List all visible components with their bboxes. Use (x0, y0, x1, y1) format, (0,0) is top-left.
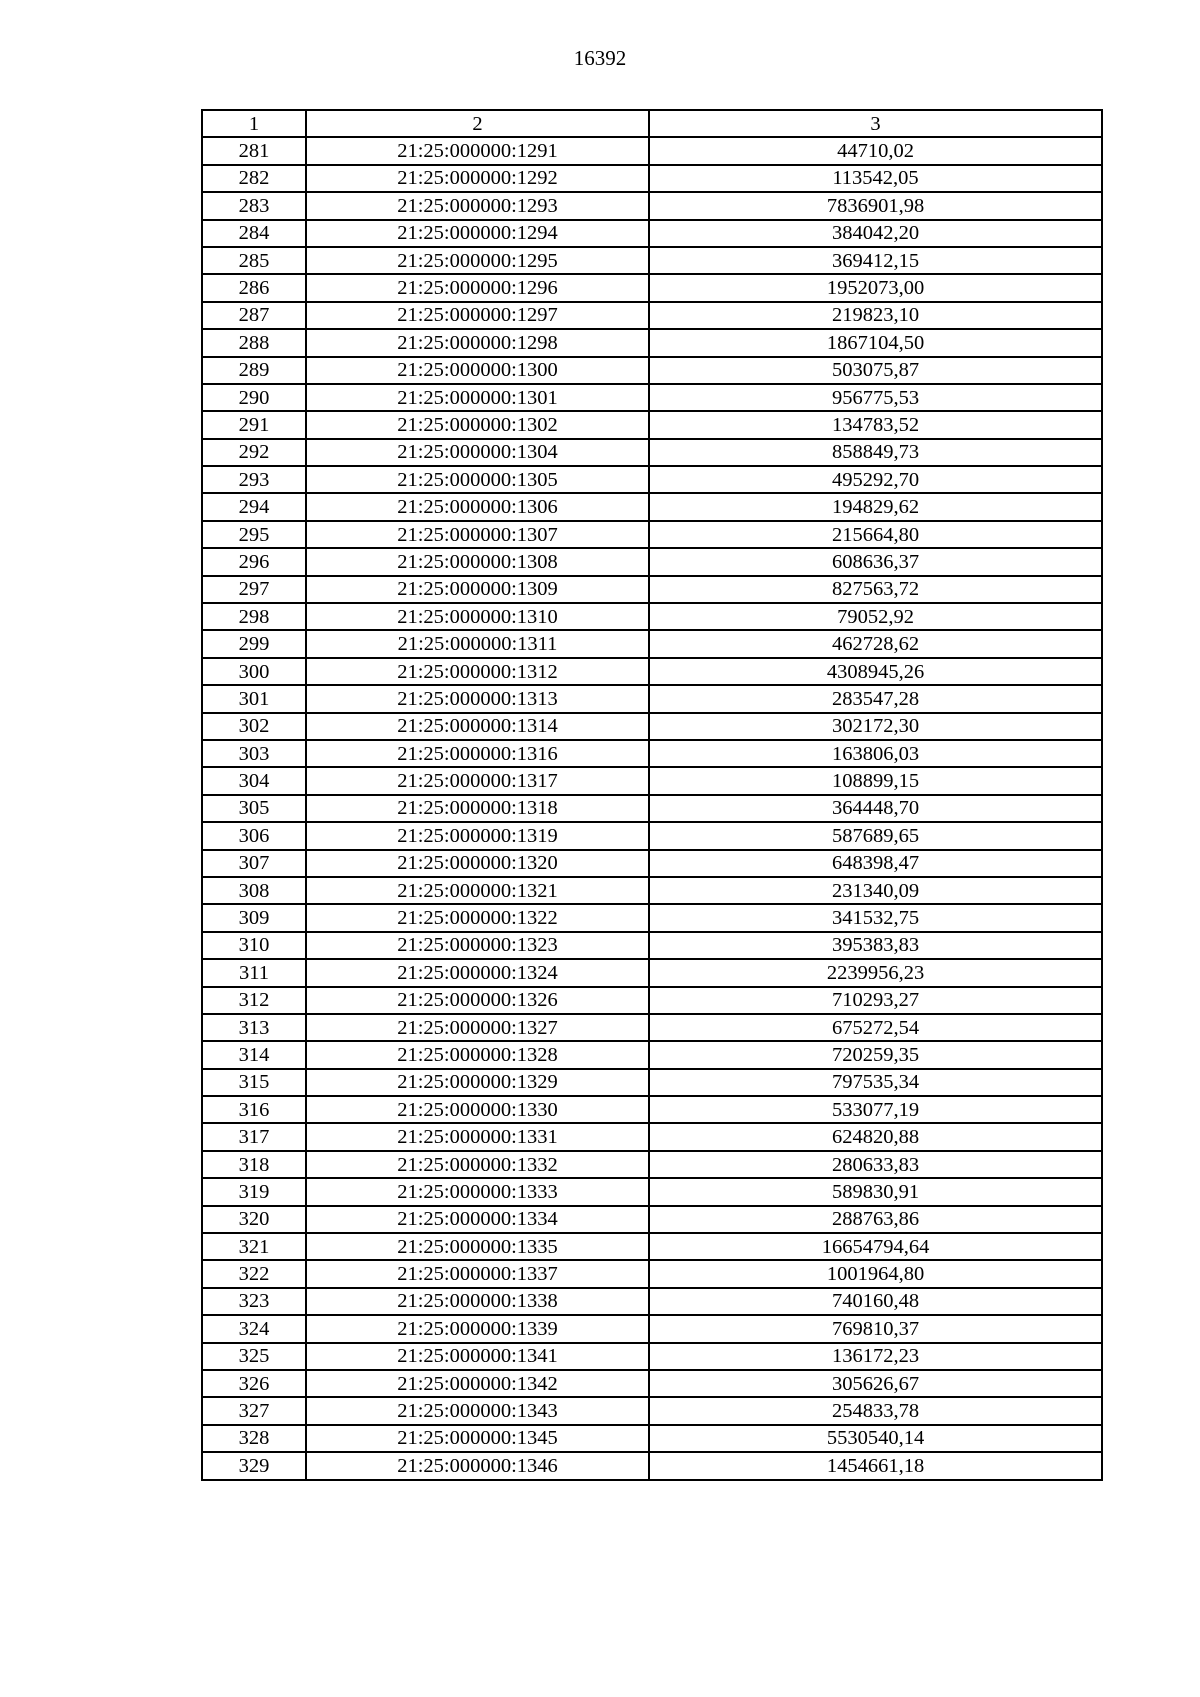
cadastral-number-cell: 21:25:000000:1343 (306, 1397, 649, 1424)
table-row (202, 192, 1102, 219)
value-cell: 369412,15 (649, 247, 1102, 274)
row-number-cell: 282 (202, 165, 306, 192)
row-number-cell: 313 (202, 1014, 306, 1041)
value-cell: 1454661,18 (649, 1452, 1102, 1479)
table-row (202, 904, 1102, 931)
cadastral-number-cell: 21:25:000000:1346 (306, 1452, 649, 1479)
value-cell: 113542,05 (649, 165, 1102, 192)
row-number-cell: 315 (202, 1069, 306, 1096)
value-cell: 587689,65 (649, 822, 1102, 849)
row-number-cell: 307 (202, 850, 306, 877)
value-cell: 341532,75 (649, 904, 1102, 931)
row-number-cell: 284 (202, 220, 306, 247)
cadastral-number-cell: 21:25:000000:1320 (306, 850, 649, 877)
table-row (202, 658, 1102, 685)
cadastral-number-cell: 21:25:000000:1326 (306, 987, 649, 1014)
row-number-cell: 305 (202, 795, 306, 822)
value-cell: 219823,10 (649, 302, 1102, 329)
cadastral-number-cell: 21:25:000000:1318 (306, 795, 649, 822)
cadastral-number-cell: 21:25:000000:1310 (306, 603, 649, 630)
table-row (202, 329, 1102, 356)
cadastral-number-cell: 21:25:000000:1337 (306, 1260, 649, 1287)
row-number-cell: 290 (202, 384, 306, 411)
row-number-cell: 314 (202, 1041, 306, 1068)
value-cell: 589830,91 (649, 1178, 1102, 1205)
value-cell: 4308945,26 (649, 658, 1102, 685)
table-row (202, 1206, 1102, 1233)
table-row (202, 822, 1102, 849)
value-cell: 136172,23 (649, 1343, 1102, 1370)
row-number-cell: 292 (202, 439, 306, 466)
table-row (202, 1315, 1102, 1342)
cadastral-number-cell: 21:25:000000:1317 (306, 767, 649, 794)
value-cell: 44710,02 (649, 137, 1102, 164)
cadastral-number-cell: 21:25:000000:1333 (306, 1178, 649, 1205)
cadastral-number-cell: 21:25:000000:1304 (306, 439, 649, 466)
value-cell: 740160,48 (649, 1288, 1102, 1315)
row-number-cell: 317 (202, 1123, 306, 1150)
value-cell: 769810,37 (649, 1315, 1102, 1342)
table-row (202, 439, 1102, 466)
cadastral-number-cell: 21:25:000000:1291 (306, 137, 649, 164)
value-cell: 134783,52 (649, 411, 1102, 438)
cadastral-number-cell: 21:25:000000:1306 (306, 493, 649, 520)
cadastral-number-cell: 21:25:000000:1341 (306, 1343, 649, 1370)
value-cell: 384042,20 (649, 220, 1102, 247)
column-header-1: 1 (202, 110, 306, 137)
cadastral-number-cell: 21:25:000000:1328 (306, 1041, 649, 1068)
cadastral-number-cell: 21:25:000000:1342 (306, 1370, 649, 1397)
value-cell: 395383,83 (649, 932, 1102, 959)
table-row (202, 932, 1102, 959)
table-row (202, 1260, 1102, 1287)
row-number-cell: 289 (202, 357, 306, 384)
cadastral-number-cell: 21:25:000000:1332 (306, 1151, 649, 1178)
table-row (202, 1397, 1102, 1424)
cadastral-number-cell: 21:25:000000:1327 (306, 1014, 649, 1041)
row-number-cell: 323 (202, 1288, 306, 1315)
table-row (202, 1096, 1102, 1123)
table-row (202, 384, 1102, 411)
row-number-cell: 316 (202, 1096, 306, 1123)
row-number-cell: 318 (202, 1151, 306, 1178)
row-number-cell: 301 (202, 685, 306, 712)
value-cell: 495292,70 (649, 466, 1102, 493)
table-row (202, 1233, 1102, 1260)
value-cell: 624820,88 (649, 1123, 1102, 1150)
row-number-cell: 320 (202, 1206, 306, 1233)
cadastral-number-cell: 21:25:000000:1295 (306, 247, 649, 274)
value-cell: 675272,54 (649, 1014, 1102, 1041)
value-cell: 648398,47 (649, 850, 1102, 877)
row-number-cell: 324 (202, 1315, 306, 1342)
cadastral-number-cell: 21:25:000000:1311 (306, 630, 649, 657)
table-row (202, 411, 1102, 438)
row-number-cell: 327 (202, 1397, 306, 1424)
row-number-cell: 322 (202, 1260, 306, 1287)
cadastral-number-cell: 21:25:000000:1307 (306, 521, 649, 548)
row-number-cell: 298 (202, 603, 306, 630)
table-row (202, 1343, 1102, 1370)
cadastral-number-cell: 21:25:000000:1330 (306, 1096, 649, 1123)
value-cell: 1952073,00 (649, 274, 1102, 301)
table-row (202, 1041, 1102, 1068)
row-number-cell: 283 (202, 192, 306, 219)
table-row (202, 466, 1102, 493)
cadastral-number-cell: 21:25:000000:1335 (306, 1233, 649, 1260)
value-cell: 608636,37 (649, 548, 1102, 575)
value-cell: 254833,78 (649, 1397, 1102, 1424)
table-row (202, 1288, 1102, 1315)
cadastral-number-cell: 21:25:000000:1334 (306, 1206, 649, 1233)
row-number-cell: 328 (202, 1425, 306, 1452)
cadastral-number-cell: 21:25:000000:1294 (306, 220, 649, 247)
table-header-row (202, 110, 1102, 137)
value-cell: 231340,09 (649, 877, 1102, 904)
row-number-cell: 302 (202, 713, 306, 740)
row-number-cell: 288 (202, 329, 306, 356)
cadastral-number-cell: 21:25:000000:1322 (306, 904, 649, 931)
table-row (202, 1123, 1102, 1150)
cadastral-number-cell: 21:25:000000:1313 (306, 685, 649, 712)
table-row (202, 740, 1102, 767)
row-number-cell: 321 (202, 1233, 306, 1260)
row-number-cell: 309 (202, 904, 306, 931)
value-cell: 288763,86 (649, 1206, 1102, 1233)
table-row (202, 685, 1102, 712)
column-header-2: 2 (306, 110, 649, 137)
cadastral-number-cell: 21:25:000000:1298 (306, 329, 649, 356)
table-row (202, 165, 1102, 192)
cadastral-number-cell: 21:25:000000:1300 (306, 357, 649, 384)
value-cell: 108899,15 (649, 767, 1102, 794)
cadastral-number-cell: 21:25:000000:1316 (306, 740, 649, 767)
cadastral-number-cell: 21:25:000000:1305 (306, 466, 649, 493)
row-number-cell: 308 (202, 877, 306, 904)
table-row (202, 987, 1102, 1014)
cadastral-number-cell: 21:25:000000:1339 (306, 1315, 649, 1342)
value-cell: 1001964,80 (649, 1260, 1102, 1287)
table-row (202, 1452, 1102, 1479)
cadastral-number-cell: 21:25:000000:1297 (306, 302, 649, 329)
table-row (202, 1178, 1102, 1205)
cadastral-number-cell: 21:25:000000:1338 (306, 1288, 649, 1315)
table-row (202, 548, 1102, 575)
value-cell: 364448,70 (649, 795, 1102, 822)
data-table (201, 109, 1103, 1481)
cadastral-number-cell: 21:25:000000:1345 (306, 1425, 649, 1452)
cadastral-number-cell: 21:25:000000:1319 (306, 822, 649, 849)
cadastral-number-cell: 21:25:000000:1301 (306, 384, 649, 411)
value-cell: 163806,03 (649, 740, 1102, 767)
cadastral-number-cell: 21:25:000000:1321 (306, 877, 649, 904)
value-cell: 2239956,23 (649, 959, 1102, 986)
value-cell: 1867104,50 (649, 329, 1102, 356)
cadastral-number-cell: 21:25:000000:1292 (306, 165, 649, 192)
cadastral-number-cell: 21:25:000000:1312 (306, 658, 649, 685)
value-cell: 827563,72 (649, 576, 1102, 603)
value-cell: 16654794,64 (649, 1233, 1102, 1260)
row-number-cell: 326 (202, 1370, 306, 1397)
table-row (202, 576, 1102, 603)
value-cell: 194829,62 (649, 493, 1102, 520)
table-row (202, 630, 1102, 657)
row-number-cell: 325 (202, 1343, 306, 1370)
table-row (202, 137, 1102, 164)
row-number-cell: 304 (202, 767, 306, 794)
row-number-cell: 306 (202, 822, 306, 849)
table-row (202, 302, 1102, 329)
table-row (202, 1151, 1102, 1178)
value-cell: 5530540,14 (649, 1425, 1102, 1452)
cadastral-number-cell: 21:25:000000:1308 (306, 548, 649, 575)
row-number-cell: 319 (202, 1178, 306, 1205)
row-number-cell: 285 (202, 247, 306, 274)
table-row (202, 850, 1102, 877)
row-number-cell: 300 (202, 658, 306, 685)
table-row (202, 521, 1102, 548)
table-row (202, 603, 1102, 630)
cadastral-number-cell: 21:25:000000:1309 (306, 576, 649, 603)
value-cell: 7836901,98 (649, 192, 1102, 219)
row-number-cell: 299 (202, 630, 306, 657)
cadastral-number-cell: 21:25:000000:1329 (306, 1069, 649, 1096)
cadastral-number-cell: 21:25:000000:1324 (306, 959, 649, 986)
table-row (202, 493, 1102, 520)
cadastral-number-cell: 21:25:000000:1314 (306, 713, 649, 740)
row-number-cell: 286 (202, 274, 306, 301)
table-row (202, 959, 1102, 986)
cadastral-number-cell: 21:25:000000:1296 (306, 274, 649, 301)
table-row (202, 767, 1102, 794)
cadastral-number-cell: 21:25:000000:1293 (306, 192, 649, 219)
cadastral-number-cell: 21:25:000000:1302 (306, 411, 649, 438)
row-number-cell: 295 (202, 521, 306, 548)
cadastral-number-cell: 21:25:000000:1331 (306, 1123, 649, 1150)
table-row (202, 877, 1102, 904)
value-cell: 79052,92 (649, 603, 1102, 630)
value-cell: 710293,27 (649, 987, 1102, 1014)
table-body (202, 137, 1102, 1479)
value-cell: 280633,83 (649, 1151, 1102, 1178)
table-row (202, 357, 1102, 384)
value-cell: 858849,73 (649, 439, 1102, 466)
row-number-cell: 303 (202, 740, 306, 767)
value-cell: 533077,19 (649, 1096, 1102, 1123)
row-number-cell: 281 (202, 137, 306, 164)
column-header-3: 3 (649, 110, 1102, 137)
row-number-cell: 296 (202, 548, 306, 575)
row-number-cell: 310 (202, 932, 306, 959)
table-row (202, 1069, 1102, 1096)
value-cell: 503075,87 (649, 357, 1102, 384)
row-number-cell: 291 (202, 411, 306, 438)
table-row (202, 1014, 1102, 1041)
row-number-cell: 287 (202, 302, 306, 329)
row-number-cell: 311 (202, 959, 306, 986)
table-row (202, 795, 1102, 822)
value-cell: 302172,30 (649, 713, 1102, 740)
table-row (202, 713, 1102, 740)
value-cell: 797535,34 (649, 1069, 1102, 1096)
table-row (202, 1425, 1102, 1452)
page-number: 16392 (573, 46, 627, 70)
value-cell: 215664,80 (649, 521, 1102, 548)
table-row (202, 1370, 1102, 1397)
table-row (202, 247, 1102, 274)
row-number-cell: 294 (202, 493, 306, 520)
value-cell: 283547,28 (649, 685, 1102, 712)
row-number-cell: 329 (202, 1452, 306, 1479)
table-row (202, 274, 1102, 301)
row-number-cell: 293 (202, 466, 306, 493)
value-cell: 720259,35 (649, 1041, 1102, 1068)
value-cell: 305626,67 (649, 1370, 1102, 1397)
value-cell: 956775,53 (649, 384, 1102, 411)
table-row (202, 220, 1102, 247)
value-cell: 462728,62 (649, 630, 1102, 657)
row-number-cell: 312 (202, 987, 306, 1014)
row-number-cell: 297 (202, 576, 306, 603)
cadastral-number-cell: 21:25:000000:1323 (306, 932, 649, 959)
